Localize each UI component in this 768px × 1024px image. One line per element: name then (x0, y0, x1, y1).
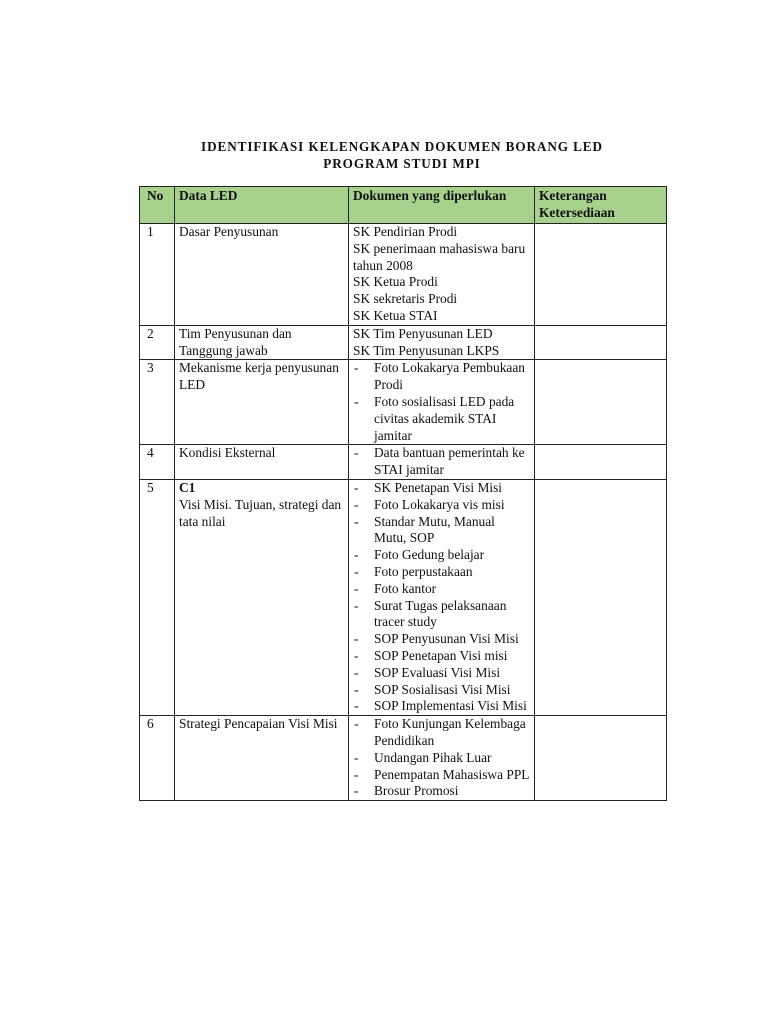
list-item: SK Ketua STAI (353, 307, 438, 323)
list-item: - SOP Penyusunan Visi Misi (353, 631, 530, 648)
availability-note-cell (535, 360, 667, 445)
list-item: SK Tim Penyusunan LKPS (353, 342, 500, 358)
data-led-text: Dasar Penyusunan (179, 224, 279, 239)
list-item: SK penerimaan mahasiswa baru tahun 2008 (353, 240, 526, 273)
availability-note-cell (535, 445, 667, 480)
data-led-text: Tim Penyusunan dan Tanggung jawab (179, 325, 292, 358)
list-item: - Standar Mutu, Manual Mutu, SOP (353, 514, 530, 548)
document-list (353, 360, 530, 444)
list-item: SK sekretaris Prodi (353, 291, 458, 307)
availability-note-cell (535, 716, 667, 801)
row-number: 3 (140, 360, 175, 445)
list-item: - Foto perpustakaan (353, 564, 530, 581)
list-item: - Foto Lokakarya Pembukaan Prodi (353, 360, 530, 394)
list-item: SK Pendirian Prodi (353, 224, 458, 239)
required-documents-cell (349, 445, 535, 480)
header-keterangan: Keterangan Ketersediaan (535, 187, 667, 224)
table-row (140, 716, 667, 801)
title-line-1: IDENTIFIKASI KELENGKAPAN DOKUMEN BORANG LED (201, 139, 603, 154)
required-documents-cell (349, 224, 535, 326)
document-list (353, 480, 530, 715)
document-checklist-table (139, 186, 667, 801)
header-dokumen: Dokumen yang diperlukan (349, 187, 535, 224)
list-item: - Brosur Promosi (353, 783, 530, 800)
table-body (140, 224, 667, 801)
list-item: SK Tim Penyusunan LED (353, 325, 493, 341)
required-documents-cell (349, 360, 535, 445)
row-number: 2 (140, 325, 175, 360)
data-led-text: Visi Misi. Tujuan, strategi dan tata nilai (179, 496, 342, 529)
data-led-cell (175, 360, 349, 445)
availability-note-cell (535, 479, 667, 715)
list-item: - SOP Sosialisasi Visi Misi (353, 682, 530, 699)
list-item: - Foto kantor (353, 581, 530, 598)
table-row (140, 445, 667, 480)
data-led-text: Strategi Pencapaian Visi Misi (179, 716, 338, 732)
list-item: - SOP Penetapan Visi misi (353, 648, 530, 665)
list-item: - Foto Kunjungan Kelembaga Pendidikan (353, 716, 530, 750)
list-item: - SK Penetapan Visi Misi (353, 480, 530, 497)
list-item: - SOP Evaluasi Visi Misi (353, 665, 530, 682)
required-documents-cell (349, 479, 535, 715)
table-row (140, 360, 667, 445)
list-item: - Foto Gedung belajar (353, 547, 530, 564)
availability-note-cell (535, 224, 667, 326)
header-data-led: Data LED (175, 187, 349, 224)
table-row (140, 224, 667, 326)
row-number: 1 (140, 224, 175, 326)
data-led-cell (175, 445, 349, 480)
criteria-code: C1 (179, 479, 196, 495)
row-number: 5 (140, 479, 175, 715)
list-item: - Foto sosialisasi LED pada civitas akademik STAI jamitar (353, 394, 530, 444)
document-list (353, 716, 530, 800)
data-led-cell (175, 716, 349, 801)
title-line-2: PROGRAM STUDI MPI (323, 156, 481, 171)
availability-note-cell (535, 325, 667, 360)
data-led-cell (175, 325, 349, 360)
list-item: - SOP Implementasi Visi Misi (353, 698, 530, 715)
list-item: - Undangan Pihak Luar (353, 750, 530, 767)
list-item: - Penempatan Mahasiswa PPL (353, 767, 530, 784)
data-led-cell (175, 479, 349, 715)
data-led-text: Kondisi Eksternal (179, 445, 276, 461)
required-documents-cell (349, 325, 535, 360)
table-header-row (140, 187, 667, 224)
list-item: SK Ketua Prodi (353, 274, 438, 290)
table-row (140, 479, 667, 715)
data-led-cell (175, 224, 349, 326)
row-number: 6 (140, 716, 175, 801)
required-documents-cell (349, 716, 535, 801)
document-title (0, 138, 768, 172)
data-led-text: Mekanisme kerja penyusunan LED (179, 360, 339, 393)
list-item: - Surat Tugas pelaksanaan tracer study (353, 598, 530, 632)
document-list (353, 445, 530, 479)
list-item: - Data bantuan pemerintah ke STAI jamitar (353, 445, 530, 479)
row-number: 4 (140, 445, 175, 480)
table-row (140, 325, 667, 360)
list-item: - Foto Lokakarya vis misi (353, 497, 530, 514)
header-no: No (140, 187, 175, 224)
